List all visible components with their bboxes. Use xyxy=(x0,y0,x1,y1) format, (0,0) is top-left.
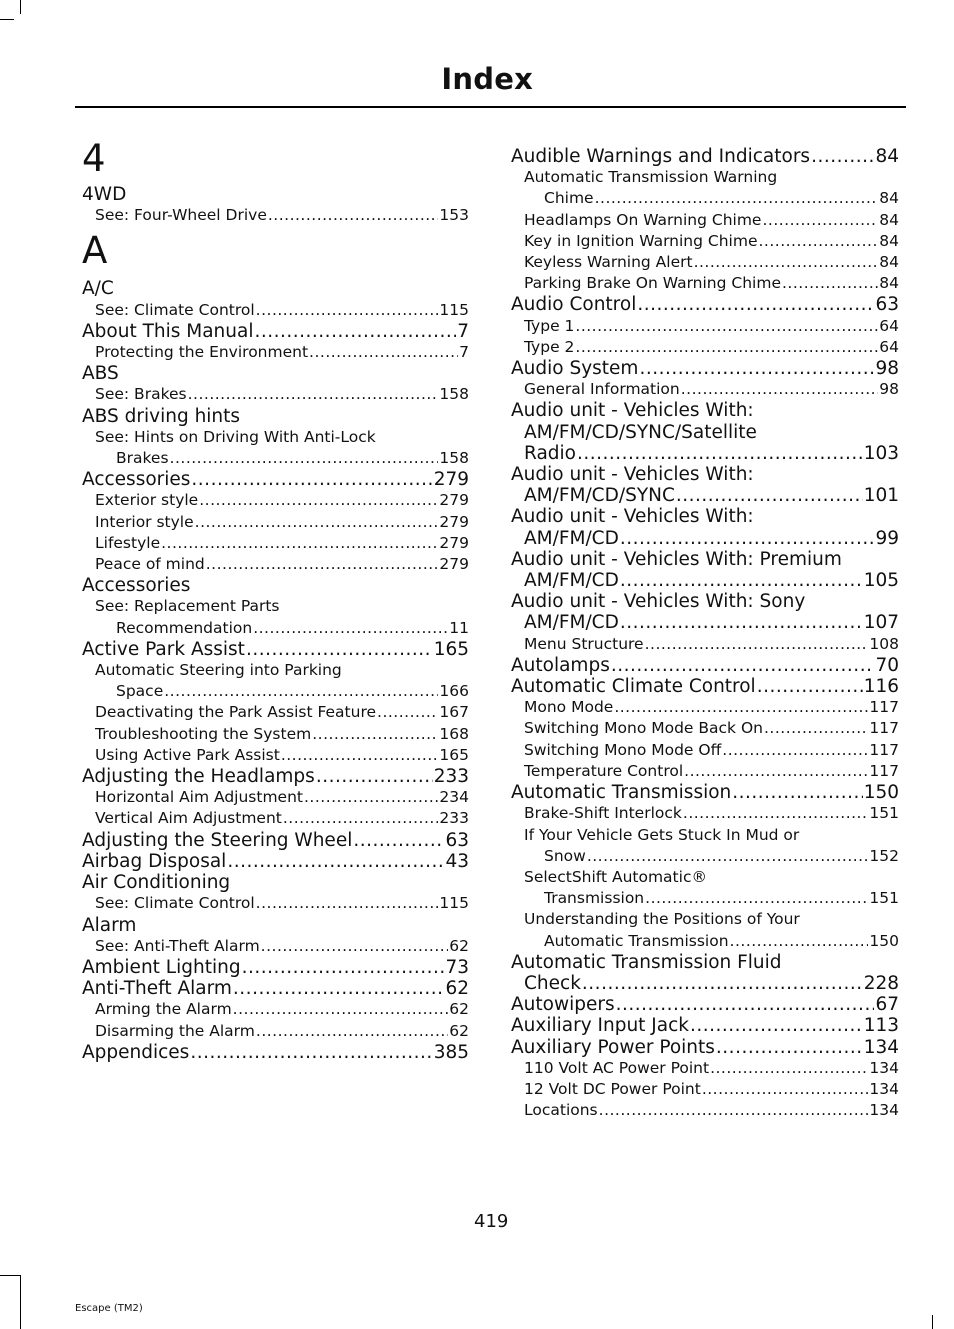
index-entry: Active Park Assist ..... 165 xyxy=(82,639,469,660)
index-entry: Automatic Transmission Fluid xyxy=(511,951,782,973)
index-subentry: See: Replacement Parts xyxy=(95,597,280,616)
index-subentry: Lifestyle ..... 279 xyxy=(82,533,469,554)
index-subentry: Interior style ..... 279 xyxy=(82,512,469,533)
index-entry: AM/FM/CD ..... 99 xyxy=(511,528,899,549)
index-subentry: Horizontal Aim Adjustment ..... 234 xyxy=(82,787,469,808)
index-subentry: Troubleshooting the System ..... 168 xyxy=(82,724,469,745)
index-entry: 4WD xyxy=(82,184,127,205)
index-subentry: Disarming the Alarm ..... 62 xyxy=(82,1021,469,1042)
page-number: 419 xyxy=(474,1211,509,1232)
index-subentry: Deactivating the Park Assist Feature ..... 167 xyxy=(82,702,469,723)
index-subentry: Brake-Shift Interlock ..... 151 xyxy=(511,803,899,824)
index-entry: Audio unit - Vehicles With: xyxy=(511,464,754,486)
index-subentry: 12 Volt DC Power Point ..... 134 xyxy=(511,1079,899,1100)
index-subentry: Automatic Steering into Parking xyxy=(95,661,342,680)
index-entry: Autowipers ..... 67 xyxy=(511,994,899,1015)
index-entry: Automatic Transmission ..... 150 xyxy=(511,782,899,803)
index-entry: About This Manual ..... 7 xyxy=(82,321,469,342)
crop-mark xyxy=(932,1315,933,1329)
index-subentry: Automatic Transmission Warning xyxy=(524,168,778,187)
index-subentry: See: Climate Control ..... 115 xyxy=(82,893,469,914)
index-entry: Auxiliary Power Points ..... 134 xyxy=(511,1037,899,1058)
index-entry: Anti-Theft Alarm ..... 62 xyxy=(82,978,469,999)
title-rule xyxy=(75,106,906,108)
index-entry: Audio Control ..... 63 xyxy=(511,294,899,315)
section-letter: 4 xyxy=(82,137,106,180)
index-entry: Accessories ..... 279 xyxy=(82,469,469,490)
index-subentry: Peace of mind ..... 279 xyxy=(82,554,469,575)
index-entry: Adjusting the Headlamps ..... 233 xyxy=(82,766,469,787)
index-subentry: Locations ..... 134 xyxy=(511,1100,899,1121)
index-entry: Auxiliary Input Jack ..... 113 xyxy=(511,1015,899,1036)
index-subentry: Understanding the Positions of Your xyxy=(524,910,800,929)
index-subentry: Exterior style ..... 279 xyxy=(82,490,469,511)
index-subentry: Parking Brake On Warning Chime ..... 84 xyxy=(511,273,899,294)
index-entry: Audio unit - Vehicles With: Sony xyxy=(511,591,806,613)
index-entry: Audio unit - Vehicles With: Premium xyxy=(511,548,842,570)
index-subentry: Automatic Transmission ..... 150 xyxy=(511,931,899,952)
index-column-right xyxy=(511,146,899,1121)
crop-mark xyxy=(0,1275,20,1276)
index-entry: Airbag Disposal ..... 43 xyxy=(82,851,469,872)
index-entry: Audio System ..... 98 xyxy=(511,358,899,379)
index-subentry: Mono Mode ..... 117 xyxy=(511,697,899,718)
index-subentry: 110 Volt AC Power Point ..... 134 xyxy=(511,1058,899,1079)
index-subentry: Switching Mono Mode Back On ..... 117 xyxy=(511,718,899,739)
index-subentry: See: Climate Control ..... 115 xyxy=(82,300,469,321)
index-subentry: Switching Mono Mode Off ..... 117 xyxy=(511,740,899,761)
crop-mark xyxy=(0,19,14,20)
index-subentry: Space ..... 166 xyxy=(82,681,469,702)
index-subentry: Using Active Park Assist ..... 165 xyxy=(82,745,469,766)
index-entry: ABS xyxy=(82,363,119,385)
index-entry: Alarm xyxy=(82,914,137,936)
index-subentry: Brakes ..... 158 xyxy=(82,448,469,469)
index-subentry: Transmission ..... 151 xyxy=(511,888,899,909)
index-entry: Autolamps ..... 70 xyxy=(511,655,899,676)
index-entry: AM/FM/CD/SYNC ..... 101 xyxy=(511,485,899,506)
index-subentry: Snow ..... 152 xyxy=(511,846,899,867)
index-subentry: See: Four-Wheel Drive ..... 153 xyxy=(82,205,469,226)
page-title: Index xyxy=(441,62,533,96)
index-entry: Accessories xyxy=(82,575,191,597)
index-subentry: Protecting the Environment ..... 7 xyxy=(82,342,469,363)
footer-model: Escape (TM2) xyxy=(75,1303,143,1314)
crop-mark xyxy=(20,0,21,14)
index-subentry: See: Brakes ..... 158 xyxy=(82,384,469,405)
index-subentry: SelectShift Automatic® xyxy=(524,867,707,886)
crop-mark xyxy=(20,1275,21,1329)
index-entry: Automatic Climate Control ..... 116 xyxy=(511,676,899,697)
index-entry: ABS driving hints xyxy=(82,405,241,427)
index-subentry: Temperature Control ..... 117 xyxy=(511,761,899,782)
index-subentry: Vertical Aim Adjustment ..... 233 xyxy=(82,808,469,829)
index-subentry: General Information ..... 98 xyxy=(511,379,899,400)
index-column-left xyxy=(82,138,469,1063)
section-letter: A xyxy=(82,229,108,273)
index-subentry: If Your Vehicle Gets Stuck In Mud or xyxy=(524,825,800,844)
index-subentry: Recommendation ..... 11 xyxy=(82,618,469,639)
index-entry: Audio unit - Vehicles With: xyxy=(511,506,754,528)
index-subentry: Keyless Warning Alert ..... 84 xyxy=(511,252,899,273)
index-entry: Adjusting the Steering Wheel ..... 63 xyxy=(82,830,469,851)
index-subentry: Key in Ignition Warning Chime ..... 84 xyxy=(511,231,899,252)
index-entry: Audible Warnings and Indicators ..... 84 xyxy=(511,146,899,167)
index-entry: AM/FM/CD ..... 105 xyxy=(511,570,899,591)
index-subentry: Headlamps On Warning Chime ..... 84 xyxy=(511,210,899,231)
index-subentry: Type 1 ..... 64 xyxy=(511,316,899,337)
index-subentry: Type 2 ..... 64 xyxy=(511,337,899,358)
index-entry: Check ..... 228 xyxy=(511,973,899,994)
index-subentry: Menu Structure ..... 108 xyxy=(511,634,899,655)
index-entry: Radio ..... 103 xyxy=(511,443,899,464)
index-subentry: See: Hints on Driving With Anti-Lock xyxy=(95,427,376,446)
index-entry: AM/FM/CD/SYNC/Satellite xyxy=(524,421,757,443)
index-entry: Ambient Lighting ..... 73 xyxy=(82,957,469,978)
index-entry: A/C xyxy=(82,278,114,300)
index-entry: Audio unit - Vehicles With: xyxy=(511,400,754,422)
index-entry: Appendices ..... 385 xyxy=(82,1042,469,1063)
index-entry: Air Conditioning xyxy=(82,872,231,894)
index-subentry: Arming the Alarm ..... 62 xyxy=(82,999,469,1020)
index-entry: AM/FM/CD ..... 107 xyxy=(511,612,899,633)
index-subentry: Chime ..... 84 xyxy=(511,188,899,209)
index-subentry: See: Anti-Theft Alarm ..... 62 xyxy=(82,936,469,957)
